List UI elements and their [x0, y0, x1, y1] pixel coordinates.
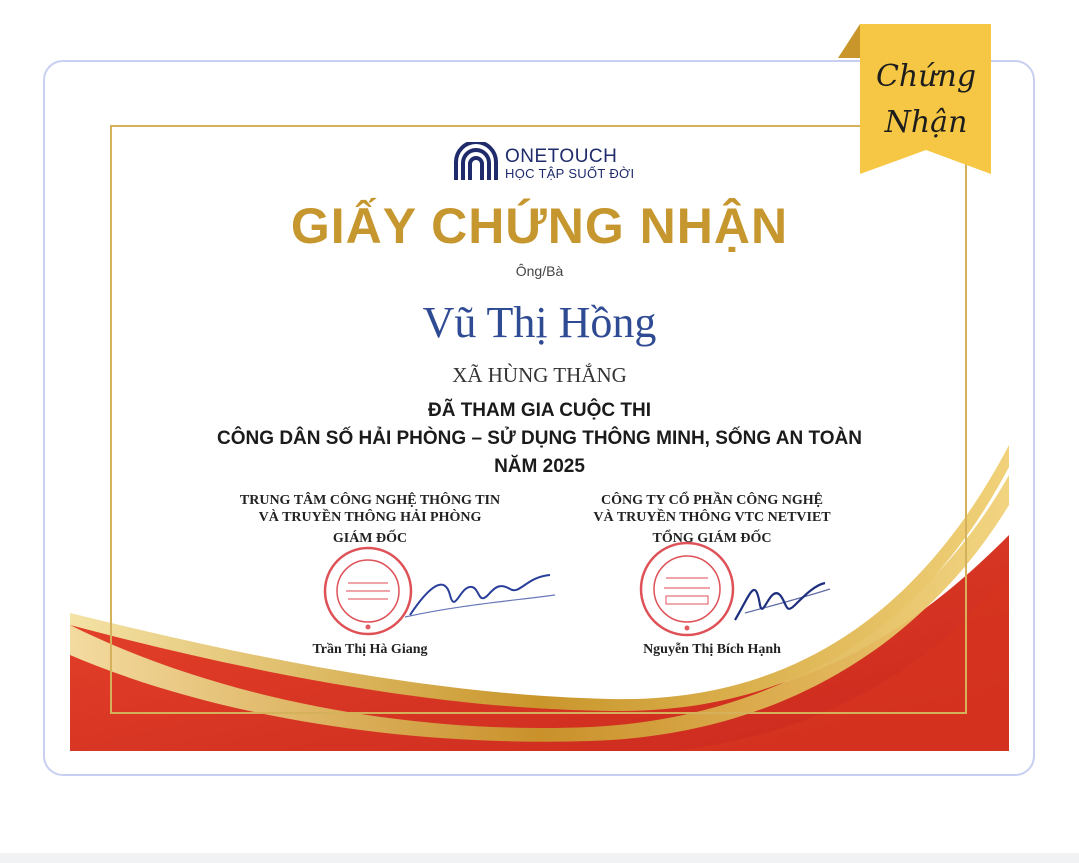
- contest-name: CÔNG DÂN SỐ HẢI PHÒNG – SỬ DỤNG THÔNG MINH, SỐNG AN TOÀN: [217, 428, 862, 449]
- red-seal-stamp: [638, 540, 736, 638]
- onetouch-logo: [453, 142, 635, 184]
- signer-name-right: Nguyễn Thị Bích Hạnh: [643, 642, 781, 657]
- svg-text:Chứng: Chứng: [875, 59, 977, 94]
- recipient-commune: XÃ HÙNG THẮNG: [452, 363, 627, 387]
- signer-role: GIÁM ĐỐC: [332, 531, 408, 546]
- svg-text:Nhận: Nhận: [884, 105, 968, 140]
- recipient-name: Vũ Thị Hồng: [422, 298, 657, 347]
- logo-tagline: HỌC TẬP SUỐT ĐỜI: [505, 166, 635, 181]
- handwritten-signature: [400, 565, 560, 625]
- salutation: Ông/Bà: [515, 263, 564, 279]
- org-name-line: VÀ TRUYỀN THÔNG HẢI PHÒNG: [258, 510, 482, 525]
- org-name-line: VÀ TRUYỀN THÔNG VTC NETVIET: [593, 510, 831, 525]
- arch-logo-icon: [453, 142, 499, 182]
- contest-year: NĂM 2025: [494, 456, 585, 477]
- chung-nhan-badge: [838, 24, 993, 182]
- certificate: [70, 95, 1009, 751]
- logo-name: ONETOUCH: [505, 146, 618, 167]
- signature-block-right: [547, 492, 877, 547]
- org-name-line: CÔNG TY CỔ PHẦN CÔNG NGHỆ: [600, 493, 824, 508]
- signature-block-left: [205, 492, 535, 547]
- handwritten-signature: [725, 565, 835, 625]
- page-bottom-strip: [0, 853, 1079, 863]
- signer-role: TỔNG GIÁM ĐỐC: [652, 531, 772, 546]
- org-name-line: TRUNG TÂM CÔNG NGHỆ THÔNG TIN: [239, 493, 501, 508]
- signer-name-left: Trần Thị Hà Giang: [312, 642, 428, 657]
- participation-line: ĐÃ THAM GIA CUỘC THI: [427, 400, 652, 421]
- certificate-title: GIẤY CHỨNG NHẬN: [290, 198, 789, 254]
